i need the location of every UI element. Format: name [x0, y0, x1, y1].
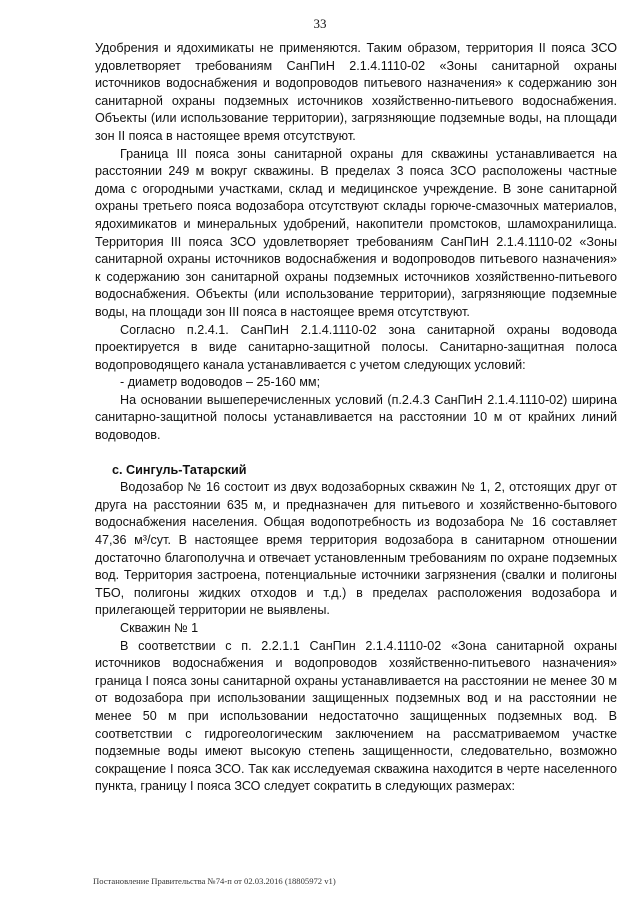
subheading: Скважин № 1 — [120, 621, 199, 635]
document-body — [95, 40, 617, 796]
document-footer: Постановление Правительства №74-п от 02.03.2016 (18805972 v1) — [93, 876, 336, 886]
paragraph: Согласно п.2.4.1. СанПиН 2.1.4.1110-02 зона санитарной охраны водовода проектируется в виде санитарно-защитной полосы. Санитарно-защитная полоса водопроводящего канала устанавливается с учетом следующих условий: — [95, 322, 617, 372]
section-heading: с. Сингуль-Татарский — [112, 462, 247, 477]
paragraph: Водозабор № 16 состоит из двух водозаборных скважин № 1, 2, отстоящих друг от друга на расстоянии 635 м, и предназначен для питьевого и хозяйственно-бытового водоснабжения населения. Общая водопотребность из водозабора № 16 составляет 47,36 м³/сут. В настоящее время территория водозабора в санитарном отношении достаточно благополучна и отвечает установленным требованиям по охране подземных вод. Территория застроена, потенциальные источники загрязнения (свалки и полигоны ТБО, полигоны жидких отходов и т.д.) в пределах расположения водозабора и прилегающей территории не выявлены. — [95, 480, 617, 618]
paragraph: Удобрения и ядохимикаты не применяются. Таким образом, территория II пояса ЗСО удовлетворяет требованиям СанПиН 2.1.4.1110-02 «Зоны санитарной охраны источников водоснабжения и водопроводов питьевого назначения» к содержанию зон санитарной охраны подземных источников хозяйственно-питьевого водоснабжения. Объекты (или использование территории), загрязняющие подземные воды, на площади зон II пояса в настоящее время отсутствуют. — [95, 41, 617, 143]
list-item: - диаметр водоводов – 25-160 мм; — [120, 375, 321, 390]
paragraph: Граница III пояса зоны санитарной охраны для скважины устанавливается на расстоянии 249 м вокруг скважины. В пределах 3 пояса ЗСО расположены частные дома с огородными участками, склад и медицинское учреждение. В зоне санитарной охраны третьего пояса водозабора отсутствуют склады горюче-смазочных материалов, ядохимикатов и минеральных удобрений, накопители промстоков, шламохранилища. Территория III пояса ЗСО удовлетворяет требованиям СанПиН 2.1.4.1110-02 «Зоны санитарной охраны источников водоснабжения и водопроводов питьевого назначения» к содержанию зон санитарной охраны подземных источников хозяйственно-питьевого водоснабжения. Объекты (или использование территории), загрязняющие подземные воды, на площади зон III пояса в настоящее время отсутствуют. — [95, 146, 617, 319]
paragraph: В соответствии с п. 2.2.1.1 СанПин 2.1.4.1110-02 «Зона санитарной охраны источников водоснабжения и водопроводов хозяйственно-питьевого назначения» граница I пояса зоны санитарной охраны устанавливается на расстоянии не менее 30 м от водозабора при использовании защищенных подземных вод и на расстоянии не менее 50 м при использовании недостаточно защищенных подземных вод. В соответствии с гидрогеологическим заключением на рассматриваемом участке подземные воды имеют высокую степень защищенности, следовательно, возможно сокращение I пояса ЗСО. Так как исследуемая скважина находится в черте населенного пункта, границу I пояса ЗСО следует сократить в следующих размерах: — [95, 638, 617, 794]
paragraph: На основании вышеперечисленных условий (п.2.4.3 СанПиН 2.1.4.1110-02) ширина санитарно-защитной полосы устанавливается на расстоянии 10 м от крайних линий водоводов. — [95, 392, 617, 443]
page-number: 33 — [313, 16, 327, 31]
